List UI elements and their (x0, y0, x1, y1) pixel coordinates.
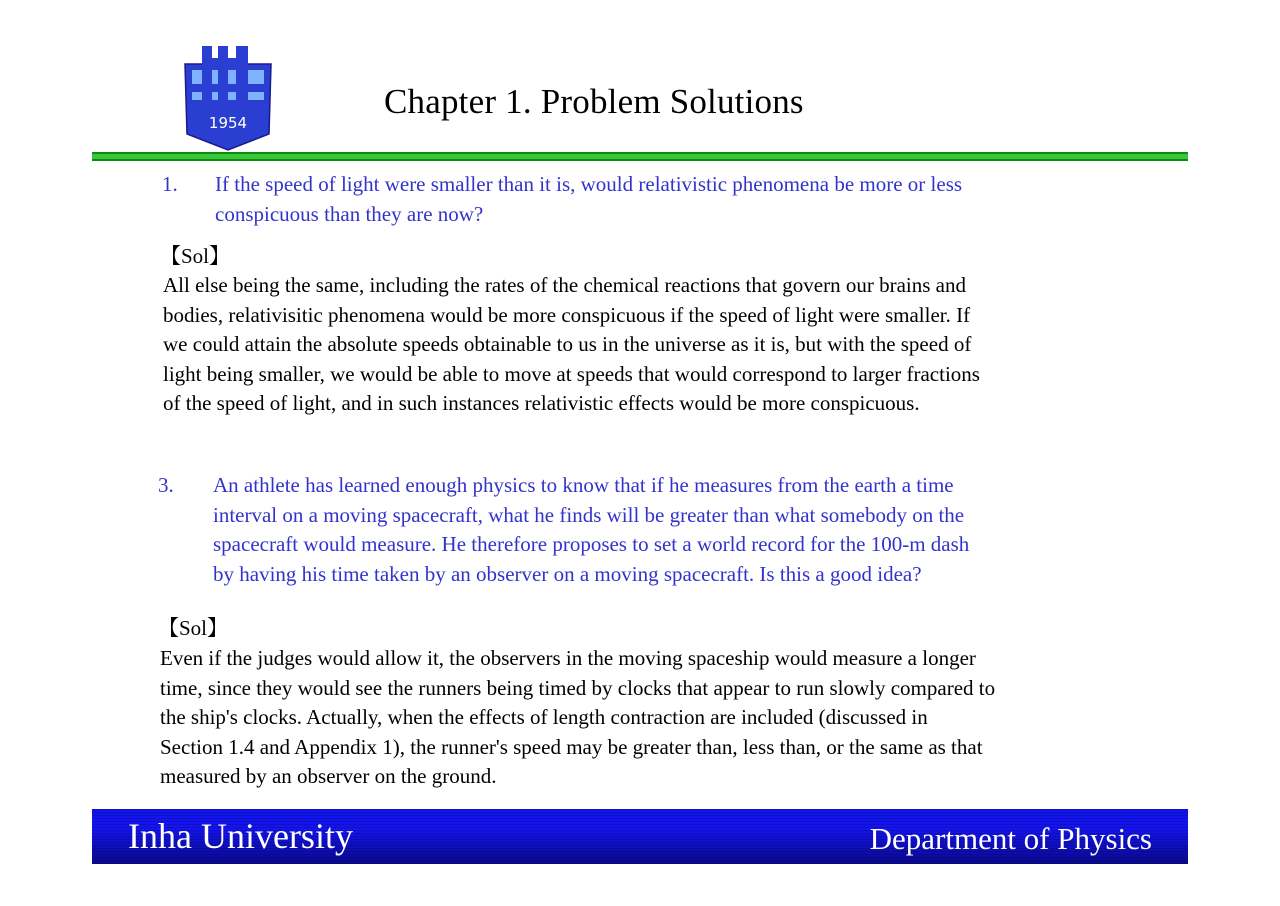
problem-1-answer (163, 271, 980, 419)
footer-bar (92, 809, 1188, 864)
question-line: spacecraft would measure. He therefore proposes to set a world record for the 100-m dash (213, 532, 970, 556)
logo-year: 1954 (208, 114, 248, 132)
problem-1-number: 1. (162, 172, 178, 196)
answer-line: the ship's clocks. Actually, when the effects of length contraction are included (discussed in (160, 705, 928, 729)
problem-3-answer (160, 644, 995, 792)
problem-1-question (215, 170, 962, 229)
header-divider (92, 152, 1188, 161)
answer-line: time, since they would see the runners being timed by clocks that appear to run slowly compared to (160, 675, 996, 700)
university-logo (182, 44, 274, 152)
question-line: conspicuous than they are now? (215, 201, 484, 226)
question-line: by having his time taken by an observer on a moving spacecraft. Is this a good idea? (213, 561, 922, 586)
problem-3-number: 3. (158, 473, 174, 497)
answer-line: All else being the same, including the rates of the chemical reactions that govern our brains and (163, 273, 966, 297)
chapter-title: Chapter 1. Problem Solutions (384, 82, 804, 121)
problem-1-sol-label: 【Sol】 (160, 244, 231, 268)
problem-3-sol-label: 【Sol】 (158, 616, 229, 640)
question-line: An athlete has learned enough physics to know that if he measures from the earth a time (213, 473, 954, 497)
answer-line: light being smaller, we would be able to move at speeds that would correspond to larger fractions (163, 361, 980, 386)
footer-university: Inha University (128, 816, 353, 856)
footer-department: Department of Physics (869, 821, 1152, 856)
problem-3-question (213, 471, 969, 589)
answer-line: bodies, relativisitic phenomena would be more conspicuous if the speed of light were smaller. If (163, 302, 971, 327)
answer-line: of the speed of light, and in such instances relativistic effects would be more conspicuous. (163, 391, 920, 415)
question-line: If the speed of light were smaller than it is, would relativistic phenomena be more or less (215, 172, 963, 196)
answer-line: measured by an observer on the ground. (160, 764, 497, 788)
answer-line: we could attain the absolute speeds obtainable to us in the universe as it is, but with the speed of (163, 332, 972, 356)
answer-line: Section 1.4 and Appendix 1), the runner's speed may be greater than, less than, or the same as that (160, 734, 983, 759)
question-line: interval on a moving spacecraft, what he finds will be greater than what somebody on the (213, 502, 965, 527)
answer-line: Even if the judges would allow it, the observers in the moving spaceship would measure a longer (160, 646, 976, 670)
